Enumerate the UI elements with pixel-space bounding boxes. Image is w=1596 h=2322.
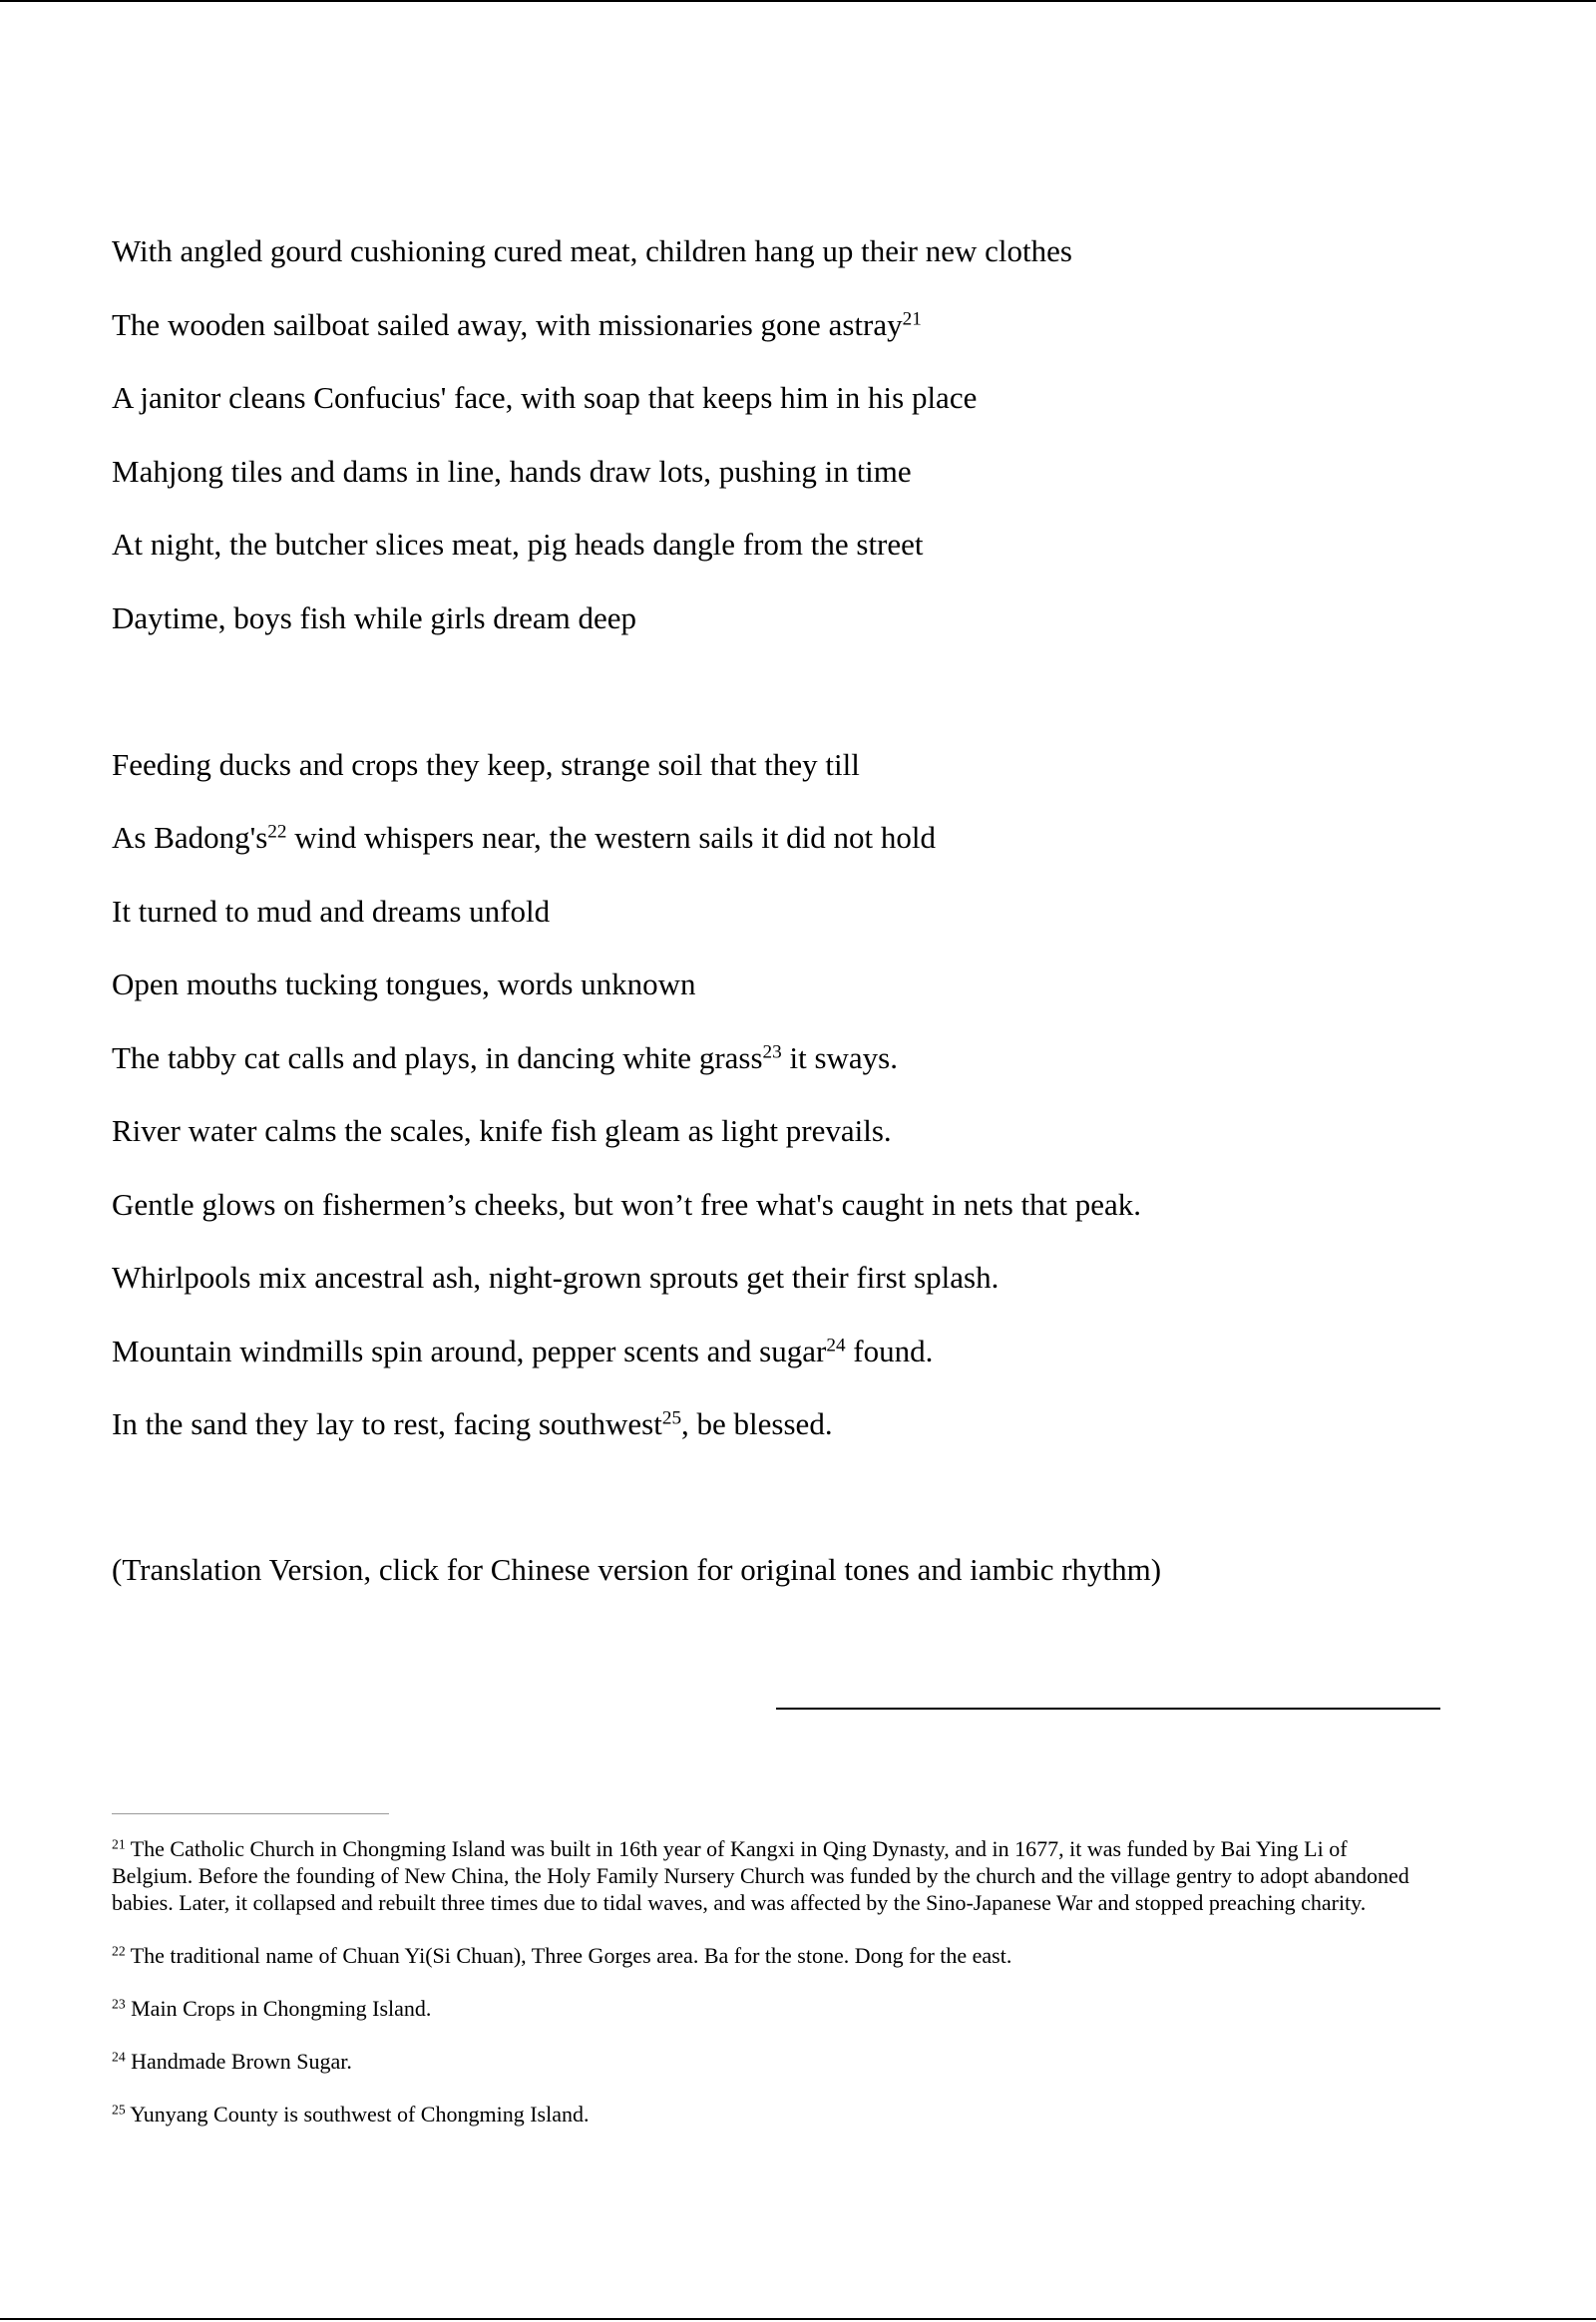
poem-line — [112, 596, 1508, 670]
line-text-after: found. — [845, 1333, 934, 1368]
footnote-text: The Catholic Church in Chongming Island was built in 16th year of Kangxi in Qing Dynasty, and in 1677, it was funded by Bai Ying Li of Belgium. Before the founding of New China, the Holy Family Nursery Church was funded by the church and the village gentry to adopt abandoned babies. Later, it collapsed and rebuilt three times due to tidal waves, and was affected by the Sino-Japanese War and stopped preaching charity. — [112, 1836, 1409, 1915]
line-text: Mahjong tiles and dams in line, hands draw lots, pushing in time — [112, 453, 912, 489]
footnotes — [112, 1835, 1428, 2153]
footnote-number: 23 — [112, 1996, 126, 2012]
footnote-text: Main Crops in Chongming Island. — [125, 1996, 432, 2021]
line-text: Whirlpools mix ancestral ash, night-grown sprouts get their first splash. — [112, 1260, 999, 1295]
poem-line — [112, 743, 1508, 817]
line-text-after: wind whispers near, the western sails it did not hold — [286, 820, 937, 855]
poem-line — [112, 229, 1508, 303]
footnote-number: 24 — [112, 2049, 126, 2065]
footnote-text: Yunyang County is southwest of Chongming Island. — [125, 2102, 590, 2127]
line-text: With angled gourd cushioning cured meat, children hang up their new clothes — [112, 233, 1072, 268]
footnote-text: Handmade Brown Sugar. — [125, 2049, 352, 2074]
translation-note[interactable]: (Translation Version, click for Chinese version for original tones and iambic rhythm) — [112, 1552, 1162, 1587]
poem — [112, 229, 1508, 1476]
poem-line — [112, 1036, 1508, 1110]
poem-line — [112, 1109, 1508, 1183]
top-border — [0, 0, 1596, 2]
line-text: Gentle glows on fishermen’s cheeks, but won’t free what's caught in nets that peak. — [112, 1186, 1142, 1222]
footnote-ref[interactable]: 22 — [267, 821, 287, 843]
line-text: The wooden sailboat sailed away, with missionaries gone astray — [112, 306, 903, 342]
stanza-break — [112, 669, 1508, 743]
line-text: In the sand they lay to rest, facing southwest — [112, 1406, 662, 1441]
footnote-separator — [112, 1813, 389, 1814]
poem-line — [112, 1183, 1508, 1257]
footnote-ref[interactable]: 25 — [661, 1407, 682, 1429]
footnote-ref[interactable]: 23 — [762, 1040, 782, 1062]
poem-line — [112, 1330, 1508, 1403]
line-text: Open mouths tucking tongues, words unknown — [112, 967, 696, 1001]
line-text: River water calms the scales, knife fish gleam as light prevails. — [112, 1113, 892, 1148]
line-text-after: , be blessed. — [681, 1406, 833, 1441]
poem-line — [112, 450, 1508, 524]
line-text: At night, the butcher slices meat, pig heads dangle from the street — [112, 527, 924, 562]
footnote-23 — [112, 1995, 1428, 2022]
footnote-25 — [112, 2101, 1428, 2128]
line-text-after: it sways. — [781, 1039, 898, 1075]
line-text: A janitor cleans Confucius' face, with soap that keeps him in his place — [112, 380, 978, 415]
poem-line — [112, 963, 1508, 1036]
footnote-number: 25 — [112, 2102, 126, 2118]
line-text: It turned to mud and dreams unfold — [112, 893, 551, 929]
poem-line — [112, 303, 1508, 377]
poem-line — [112, 376, 1508, 450]
line-text: Daytime, boys fish while girls dream deep — [112, 599, 637, 635]
poem-line — [112, 523, 1508, 596]
line-text: The tabby cat calls and plays, in dancing white grass — [112, 1039, 763, 1075]
signature-rule — [776, 1708, 1440, 1710]
footnote-number: 22 — [112, 1943, 126, 1959]
footnote-22 — [112, 1942, 1428, 1969]
bottom-border — [0, 2318, 1596, 2320]
poem-line — [112, 816, 1508, 890]
line-text: Feeding ducks and crops they keep, strange soil that they till — [112, 746, 860, 782]
line-text: Mountain windmills spin around, pepper scents and sugar — [112, 1333, 827, 1368]
poem-line — [112, 1402, 1508, 1476]
footnote-ref[interactable]: 24 — [826, 1334, 846, 1355]
footnote-24 — [112, 2048, 1428, 2075]
line-text: As Badong's — [112, 820, 268, 855]
footnote-number: 21 — [112, 1836, 126, 1852]
footnote-21 — [112, 1835, 1428, 1916]
poem-line — [112, 1256, 1508, 1330]
footnote-ref[interactable]: 21 — [902, 307, 922, 329]
poem-line — [112, 890, 1508, 964]
footnote-text: The traditional name of Chuan Yi(Si Chuan), Three Gorges area. Ba for the stone. Dong for the east. — [125, 1943, 1012, 1968]
